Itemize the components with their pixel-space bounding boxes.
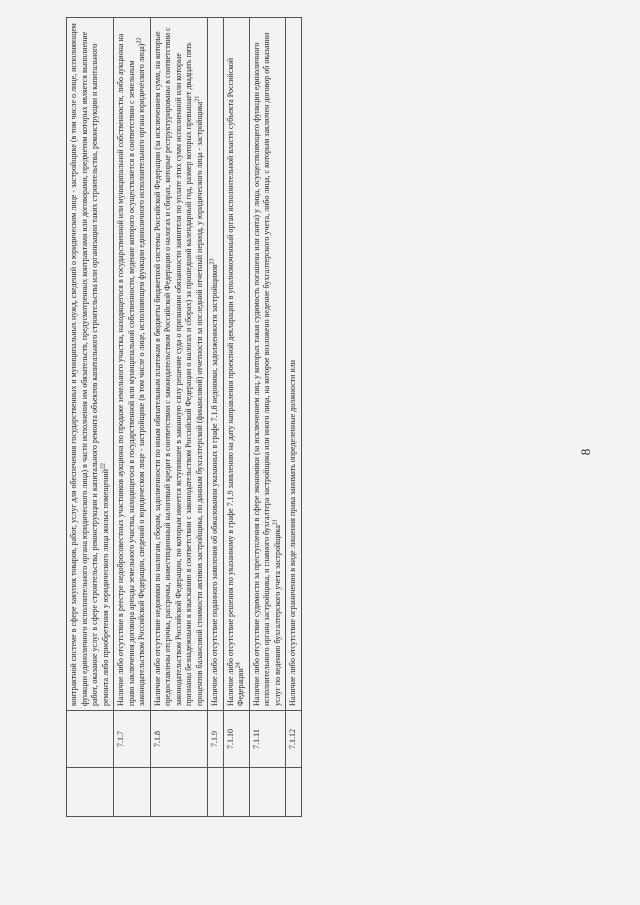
item-text-cell — [114, 18, 151, 711]
footnote-ref: 24 — [235, 662, 242, 669]
item-text-cell — [67, 18, 114, 711]
table-row — [223, 18, 249, 817]
table-row — [114, 18, 151, 817]
item-text-cell — [150, 18, 208, 711]
table-row — [286, 18, 302, 817]
requirements-table — [66, 17, 302, 817]
item-text: контрактной системе в сфере закупок товаров, работ, услуг для обеспечения государственных и муниципальных нужд, сведений о юридическом лице - застройщике (в том числе о лице, исполняющем функции единоличного исполнительного органа юридического лица) в части исполнения им обязательств, предусмотренных контрактами или договорами, предметом которых является выполнение работ, оказание услуг в сфере строительства, реконструкции и капитального ремонта объектов капитального строительства или организации таких строительства, реконструкции и капитального ремонта либо приобретения у юридического лица жилых помещений — [69, 23, 110, 706]
item-code — [67, 711, 114, 768]
footnote-ref: 23 — [209, 258, 216, 265]
item-code: 7.1.12 — [286, 711, 302, 768]
blank-cell — [67, 768, 114, 817]
item-text-cell — [208, 18, 224, 711]
footnote-ref: 22 — [136, 37, 143, 44]
blank-cell — [223, 768, 249, 817]
item-text-cell — [249, 18, 286, 711]
footnote-ref: 21 — [271, 519, 278, 526]
blank-cell — [150, 768, 208, 817]
item-text: Наличие либо отсутствие недоимки по налогам, сборам, задолженности по иным обязательным платежам в бюджеты бюджетной системы Российской Федерации (за исключением сумм, на которые предоставлены отсрочка, рассрочка, инвестиционный налоговый кредит в соответствии с законодательством Российской Федерации о налогах и сборах, которые реструктурированы в соответствии с законодательством Российской Федерации, по которым имеется вступившее в законную силу решение суда о признании обязанности заявителя по уплате этих сумм исполненной или которые признаны безнадежными к взысканию в соответствии с законодательством Российской Федерации о налогах и сборах) за прошедший календарный год, размер которых превышает двадцать пять процентов балансовой стоимости активов застройщика, по данным бухгалтерской (финансовой) отчетности за последний отчетный период, у юридического лица - застройщика — [152, 27, 204, 706]
table-row — [249, 18, 286, 817]
item-text: Наличие либо отсутствие в реестре недобросовестных участников аукциона по продаже земельного участка, находящегося в государственной или муниципальной собственности, либо аукциона на право заключения договора аренды земельного участка, находящегося в государственной или муниципальной собственности, ведение которого осуществляется в соответствии с земельным законодательством Российской Федерации, сведений о юридическом лице - застройщике (в том числе о лице, исполняющем функции единоличного исполнительного органа юридического лица) — [116, 33, 146, 706]
item-text: Наличие либо отсутствие решения по указанному в графе 7.1.9 заявлению на дату направления проектной декларации в уполномоченный орган исполнительной власти субъекта Российской Федерации — [225, 57, 245, 706]
footnote-ref: 22 — [99, 463, 106, 470]
item-text-cell — [286, 18, 302, 711]
item-text: Наличие либо отсутствие поданного заявления об обжаловании указанных в графе 7.1.8 недоимки, задолженности застройщиков — [210, 264, 219, 706]
blank-cell — [208, 768, 224, 817]
blank-cell — [114, 768, 151, 817]
item-text-cell — [223, 18, 249, 711]
blank-cell — [249, 768, 286, 817]
page-number: 8 — [578, 448, 593, 456]
item-code: 7.1.11 — [249, 711, 286, 768]
item-code: 7.1.7 — [114, 711, 151, 768]
item-text: Наличие либо отсутствие судимости за преступления в сфере экономики (за исключением лиц, у которых такая судимость погашена или снята) у лица, осуществляющего функции единоличного исполнительного органа застройщика, и главного бухгалтера застройщика или иного лица, на которое возложено ведение бухгалтерского учета, либо лица, с которым заключен договор об оказании услуг по ведению бухгалтерского учета застройщика — [251, 32, 282, 706]
table-row — [208, 18, 224, 817]
table-row — [150, 18, 208, 817]
item-text: Наличие либо отсутствие ограничения в виде лишения права занимать определенные должности или — [288, 360, 297, 706]
item-code: 7.1.8 — [150, 711, 208, 768]
item-code: 7.1.9 — [208, 711, 224, 768]
blank-cell — [286, 768, 302, 817]
table-row — [67, 18, 114, 817]
footnote-ref: 21 — [193, 95, 200, 102]
item-code: 7.1.10 — [223, 711, 249, 768]
